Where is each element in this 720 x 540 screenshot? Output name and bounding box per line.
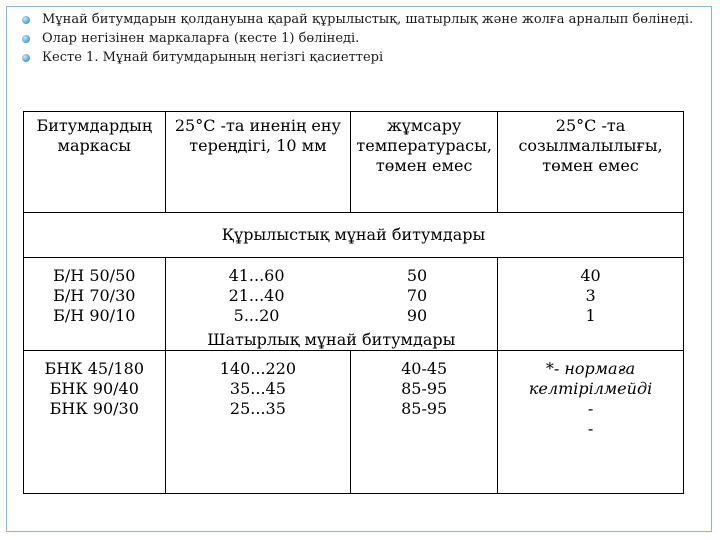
values-cell: 41...60 21...40 5...20 50 70 90 Шатырлық мұнай битумдары (165, 258, 498, 351)
softening-cell: 40-45 85-95 85-95 (351, 351, 498, 494)
table-row-group-construction (24, 258, 684, 351)
header-cell-penetration: 25°С -та иненің ену тереңдігі, 10 мм (165, 112, 351, 213)
grade-cell: БНК 45/180 БНК 90/40 БНК 90/30 (24, 351, 166, 494)
bitumen-properties-table (23, 111, 684, 494)
grade-cell: Б/Н 50/50 Б/Н 70/30 Б/Н 90/10 (24, 258, 166, 351)
ductility-cell: *- нормаға келтірілмейді - - (498, 351, 684, 494)
header-cell-grade: Битумдардың маркасы (24, 112, 166, 213)
table-header-row (24, 112, 684, 213)
bullet-item (22, 31, 702, 47)
header-cell-ductility: 25°С -та созылмалылығы, төмен емес (498, 112, 684, 213)
section-row-construction (24, 213, 684, 258)
table-row-group-roofing (24, 351, 684, 494)
bullet-text: Олар негізінен маркаларға (кесте 1) бөлінеді. (42, 31, 360, 46)
bullet-text: Мұнай битумдарын қолдануына қарай құрылыстық, шатырлық және жолға арналып бөлінеді. (42, 12, 694, 27)
ductility-cell: 40 3 1 (498, 258, 684, 351)
bullet-item (22, 12, 702, 28)
penetration-cell: 140...220 35...45 25...35 (165, 351, 351, 494)
bullet-dot-icon (22, 35, 30, 43)
bullet-dot-icon (22, 54, 30, 62)
section-title-construction: Құрылыстық мұнай битумдары (24, 213, 684, 258)
section-title-roofing: Шатырлық мұнай битумдары (207, 330, 456, 349)
header-cell-softening: жұмсару температурасы, төмен емес (351, 112, 498, 213)
bullet-item (22, 50, 702, 66)
bullet-list (22, 12, 702, 69)
bullet-dot-icon (22, 16, 30, 24)
bullet-text: Кесте 1. Мұнай битумдарының негізгі қасиеттері (42, 50, 384, 65)
